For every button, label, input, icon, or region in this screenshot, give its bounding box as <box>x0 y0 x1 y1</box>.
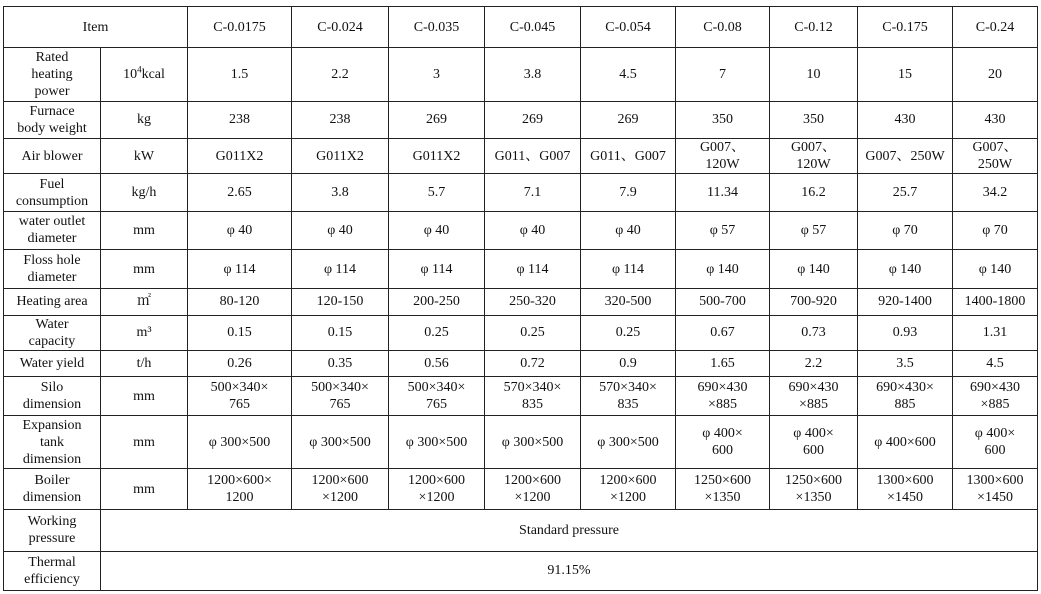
table-cell: 690×430 ×885 <box>953 377 1038 416</box>
row-unit <box>101 48 188 101</box>
table-cell: φ 300×500 <box>485 416 581 468</box>
table-cell: 3.5 <box>858 350 953 376</box>
table-cell: 4.5 <box>953 350 1038 376</box>
table-cell: φ 140 <box>858 250 953 289</box>
row-label: Air blower <box>4 139 101 174</box>
table-cell: φ 40 <box>581 211 676 249</box>
table-cell: G011X2 <box>188 139 292 174</box>
table-cell: 500×340× 765 <box>188 377 292 416</box>
table-cell: 1400-1800 <box>953 289 1038 315</box>
table-cell: 1.5 <box>188 48 292 101</box>
table-cell: φ 70 <box>953 211 1038 249</box>
table-cell: 10 <box>770 48 858 101</box>
spec-row <box>4 250 1038 289</box>
row-unit: mm <box>101 468 188 509</box>
table-cell: φ 40 <box>188 211 292 249</box>
table-cell: φ 70 <box>858 211 953 249</box>
row-label: Silo dimension <box>4 377 101 416</box>
row-label: water outlet diameter <box>4 211 101 249</box>
table-cell: 20 <box>953 48 1038 101</box>
unit-exponent: 4 <box>137 64 142 75</box>
table-cell: 0.73 <box>770 315 858 350</box>
model-header: C-0.024 <box>292 7 389 48</box>
spec-row <box>4 377 1038 416</box>
row-label: Boiler dimension <box>4 468 101 509</box>
row-label: Thermal efficiency <box>4 551 101 590</box>
row-label: Expansion tank dimension <box>4 416 101 468</box>
table-cell: 2.2 <box>770 350 858 376</box>
table-cell: 320-500 <box>581 289 676 315</box>
table-cell: 1.65 <box>676 350 770 376</box>
table-cell: 430 <box>953 101 1038 138</box>
table-cell: 500×340× 765 <box>389 377 485 416</box>
table-cell: 7 <box>676 48 770 101</box>
table-cell: φ 40 <box>292 211 389 249</box>
table-cell: G007、250W <box>858 139 953 174</box>
header-row <box>4 7 1038 48</box>
table-cell: 80-120 <box>188 289 292 315</box>
unit-suffix: kcal <box>141 67 165 83</box>
table-cell: 690×430 ×885 <box>770 377 858 416</box>
row-unit: m³ <box>101 315 188 350</box>
table-cell: G007、 120W <box>676 139 770 174</box>
table-cell: 3.8 <box>485 48 581 101</box>
table-cell: 5.7 <box>389 174 485 211</box>
table-cell: 0.25 <box>485 315 581 350</box>
span-value: 91.15% <box>101 551 1038 590</box>
table-cell: 16.2 <box>770 174 858 211</box>
table-cell: 0.9 <box>581 350 676 376</box>
table-cell: 2.65 <box>188 174 292 211</box>
table-cell: G007、 250W <box>953 139 1038 174</box>
table-cell: 1300×600 ×1450 <box>953 468 1038 509</box>
table-cell: 0.93 <box>858 315 953 350</box>
span-row <box>4 551 1038 590</box>
table-cell: φ 114 <box>485 250 581 289</box>
table-cell: 3 <box>389 48 485 101</box>
table-cell: 570×340× 835 <box>581 377 676 416</box>
table-cell: φ 300×500 <box>389 416 485 468</box>
row-label: Heating area <box>4 289 101 315</box>
row-unit: ㎡ <box>101 289 188 315</box>
row-label: Water capacity <box>4 315 101 350</box>
table-cell: 1.31 <box>953 315 1038 350</box>
table-cell: 34.2 <box>953 174 1038 211</box>
row-label: Fuel consumption <box>4 174 101 211</box>
spec-row <box>4 289 1038 315</box>
table-cell: φ 300×500 <box>581 416 676 468</box>
span-value: Standard pressure <box>101 510 1038 551</box>
spec-row <box>4 468 1038 509</box>
spec-row <box>4 416 1038 468</box>
table-cell: 0.35 <box>292 350 389 376</box>
row-unit: mm <box>101 211 188 249</box>
table-cell: φ 57 <box>770 211 858 249</box>
row-unit: t/h <box>101 350 188 376</box>
table-cell: 3.8 <box>292 174 389 211</box>
row-unit: kW <box>101 139 188 174</box>
boiler-spec-table <box>3 6 1038 591</box>
spec-row <box>4 48 1038 101</box>
table-cell: 430 <box>858 101 953 138</box>
table-cell: 0.15 <box>188 315 292 350</box>
table-cell: 1200×600× 1200 <box>188 468 292 509</box>
model-header: C-0.054 <box>581 7 676 48</box>
table-cell: 2.2 <box>292 48 389 101</box>
table-cell: 0.25 <box>581 315 676 350</box>
row-label: Working pressure <box>4 510 101 551</box>
model-header: C-0.045 <box>485 7 581 48</box>
model-header: C-0.175 <box>858 7 953 48</box>
spec-row <box>4 315 1038 350</box>
table-cell: 0.67 <box>676 315 770 350</box>
model-header: C-0.035 <box>389 7 485 48</box>
table-cell: G011X2 <box>389 139 485 174</box>
table-cell: G011、G007 <box>485 139 581 174</box>
spec-row <box>4 174 1038 211</box>
model-header: C-0.0175 <box>188 7 292 48</box>
table-cell: 238 <box>188 101 292 138</box>
row-unit: mm <box>101 250 188 289</box>
table-cell: 690×430× 885 <box>858 377 953 416</box>
table-cell: 350 <box>676 101 770 138</box>
table-cell: φ 114 <box>389 250 485 289</box>
spec-row <box>4 139 1038 174</box>
table-cell: 0.72 <box>485 350 581 376</box>
table-cell: 250-320 <box>485 289 581 315</box>
row-label: Water yield <box>4 350 101 376</box>
table-cell: 269 <box>581 101 676 138</box>
table-cell: 920-1400 <box>858 289 953 315</box>
table-cell: G011、G007 <box>581 139 676 174</box>
table-cell: φ 114 <box>292 250 389 289</box>
table-cell: 11.34 <box>676 174 770 211</box>
spec-row <box>4 211 1038 249</box>
spec-row <box>4 101 1038 138</box>
table-cell: φ 400× 600 <box>676 416 770 468</box>
table-cell: φ 300×500 <box>188 416 292 468</box>
table-cell: 700-920 <box>770 289 858 315</box>
table-cell: 570×340× 835 <box>485 377 581 416</box>
table-cell: 1250×600 ×1350 <box>770 468 858 509</box>
table-cell: 690×430 ×885 <box>676 377 770 416</box>
table-cell: 0.26 <box>188 350 292 376</box>
model-header: C-0.24 <box>953 7 1038 48</box>
table-cell: φ 140 <box>676 250 770 289</box>
model-header: C-0.08 <box>676 7 770 48</box>
unit-base: 10 <box>123 67 138 83</box>
table-cell: φ 140 <box>953 250 1038 289</box>
row-unit: mm <box>101 416 188 468</box>
table-cell: 500×340× 765 <box>292 377 389 416</box>
item-header: Item <box>4 7 188 48</box>
table-cell: G011X2 <box>292 139 389 174</box>
table-cell: 1200×600 ×1200 <box>389 468 485 509</box>
table-cell: 0.15 <box>292 315 389 350</box>
table-cell: φ 400× 600 <box>953 416 1038 468</box>
table-cell: 0.25 <box>389 315 485 350</box>
table-cell: 25.7 <box>858 174 953 211</box>
table-cell: 350 <box>770 101 858 138</box>
table-cell: 500-700 <box>676 289 770 315</box>
table-cell: 1200×600 ×1200 <box>485 468 581 509</box>
table-cell: φ 140 <box>770 250 858 289</box>
table-cell: 238 <box>292 101 389 138</box>
table-cell: 7.1 <box>485 174 581 211</box>
table-cell: 269 <box>389 101 485 138</box>
table-cell: φ 400×600 <box>858 416 953 468</box>
table-cell: 1200×600 ×1200 <box>581 468 676 509</box>
table-cell: 1250×600 ×1350 <box>676 468 770 509</box>
table-cell: 269 <box>485 101 581 138</box>
row-unit: kg/h <box>101 174 188 211</box>
table-cell: φ 40 <box>389 211 485 249</box>
table-cell: 1300×600 ×1450 <box>858 468 953 509</box>
table-cell: 4.5 <box>581 48 676 101</box>
table-cell: φ 57 <box>676 211 770 249</box>
table-cell: 1200×600 ×1200 <box>292 468 389 509</box>
table-cell: φ 300×500 <box>292 416 389 468</box>
table-cell: φ 40 <box>485 211 581 249</box>
table-cell: φ 114 <box>581 250 676 289</box>
row-label: Floss hole diameter <box>4 250 101 289</box>
table-cell: 0.56 <box>389 350 485 376</box>
model-header: C-0.12 <box>770 7 858 48</box>
table-cell: φ 114 <box>188 250 292 289</box>
row-label: Furnace body weight <box>4 101 101 138</box>
row-unit: kg <box>101 101 188 138</box>
table-cell: 7.9 <box>581 174 676 211</box>
table-cell: 200-250 <box>389 289 485 315</box>
span-row <box>4 510 1038 551</box>
spec-row <box>4 350 1038 376</box>
table-cell: G007、 120W <box>770 139 858 174</box>
table-cell: 120-150 <box>292 289 389 315</box>
row-label: Rated heating power <box>4 48 101 101</box>
table-cell: 15 <box>858 48 953 101</box>
table-cell: φ 400× 600 <box>770 416 858 468</box>
row-unit: mm <box>101 377 188 416</box>
